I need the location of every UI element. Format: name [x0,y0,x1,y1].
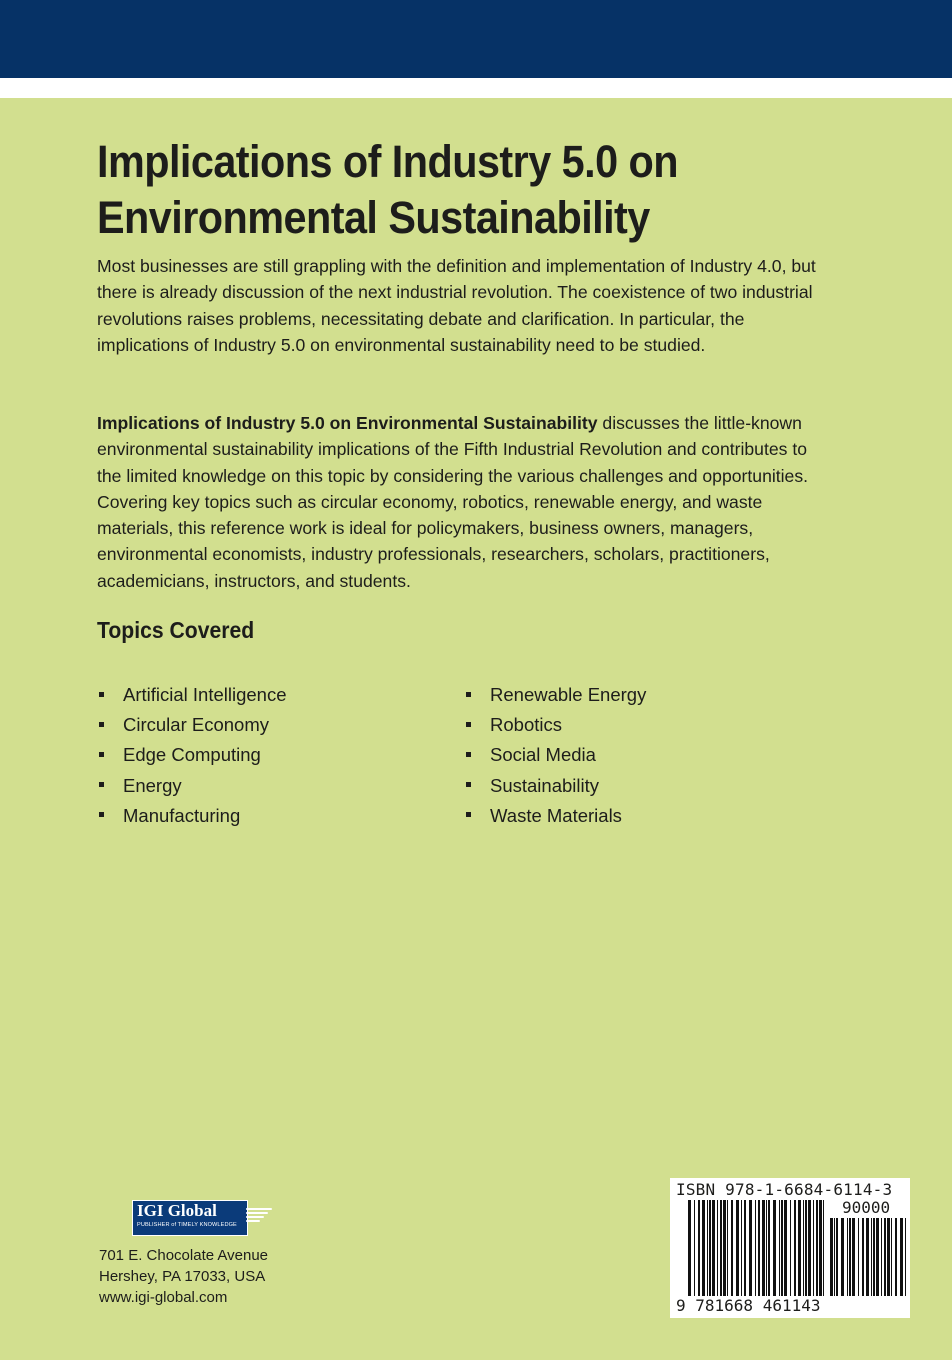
book-title-inline: Implications of Industry 5.0 on Environmental Sustainability [97,413,598,433]
bullet-icon [99,692,104,697]
topics-heading: Topics Covered [97,617,255,643]
list-item: Energy [99,771,287,801]
topics-list-left [99,680,287,831]
price-code: 90000 [842,1198,891,1217]
list-item: Robotics [466,710,646,740]
list-item: Waste Materials [466,801,646,831]
bullet-icon [99,782,104,787]
bullet-icon [466,692,471,697]
top-color-band [0,0,952,78]
ean-digits: 9 781668 461143 [676,1296,821,1315]
barcode-main-icon [688,1200,824,1296]
list-item: Renewable Energy [466,680,646,710]
list-item: Edge Computing [99,740,287,770]
publisher-website: www.igi-global.com [99,1289,228,1306]
barcode-addon-icon [830,1218,906,1296]
logo-name: IGI Global [137,1201,217,1220]
bullet-icon [466,752,471,757]
address-line-2: Hershey, PA 17033, USA [99,1268,266,1285]
list-item: Artificial Intelligence [99,680,287,710]
bullet-icon [466,722,471,727]
list-item: Sustainability [466,771,646,801]
publisher-address [99,1245,268,1308]
logo-tagline: PUBLISHER of TIMELY KNOWLEDGE [137,1222,237,1228]
list-item: Social Media [466,740,646,770]
list-item: Manufacturing [99,801,287,831]
book-title: Implications of Industry 5.0 on Environmental Sustainability [97,136,678,243]
description-paragraph-1: Most businesses are still grappling with the definition and implementation of Industry 4.0, but there is already discussion of the next industrial revolution. The coexistence of two industrial revolutions raises problems, necessitating debate and clarification. In particular, the implications of Industry 5.0 on environmental sustainability need to be studied. [97,256,816,355]
publisher-logo [132,1200,248,1236]
topics-list-right [466,680,646,831]
logo-swoosh-icon [246,1208,274,1228]
bullet-icon [466,812,471,817]
top-white-stripe [0,78,952,98]
bullet-icon [99,812,104,817]
list-item: Circular Economy [99,710,287,740]
bullet-icon [99,752,104,757]
isbn-number: ISBN 978-1-6684-6114-3 [676,1180,893,1199]
bullet-icon [466,782,471,787]
description-paragraph-2-text: discusses the little-known environmental sustainability implications of the Fifth Industrial Revolution and contributes to the limited knowledge on this topic by considering the various challenges and opportunities. Covering key topics such as circular economy, robotics, renewable energy, and waste materials, this reference work is ideal for policymakers, business owners, managers, environmental economists, industry professionals, researchers, scholars, practitioners, academicians, instructors, and students. [97,413,809,591]
address-line-1: 701 E. Chocolate Avenue [99,1247,269,1264]
bullet-icon [99,722,104,727]
description-paragraph-2 [97,410,817,594]
